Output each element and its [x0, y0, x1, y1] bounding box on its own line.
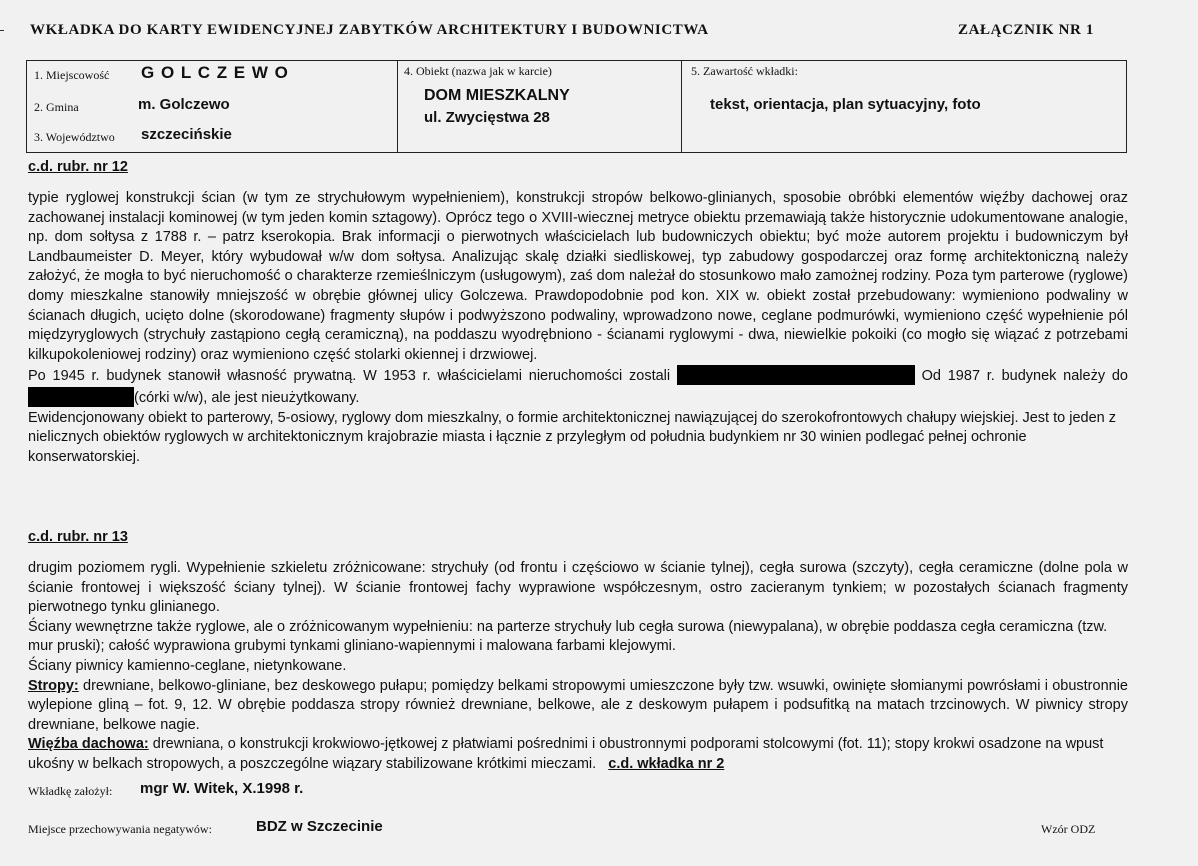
roof-truss-lead: Więźba dachowa:	[28, 736, 149, 753]
section-13-paragraph-3: Ściany piwnicy kamienno-ceglane, nietynkowane.	[28, 657, 347, 674]
ceilings-text: drewniane, belkowo-gliniane, bez deskowego pułapu; pomiędzy belkami stropowymi umieszczone były tzw. wsuwki, owinięte słomianymi powrósłami i obustronnie wylepione gliną – fot. 9, 12. W obrębie poddasza stropy również drewniane, belkowe, ale z deskowym pułapem i podsufitką na matach trzcinowych. W piwnicy stropy drewniane, belkowe nagie.	[28, 677, 1128, 733]
edge-tick	[0, 30, 4, 31]
section-13-paragraph-5	[28, 735, 1128, 774]
ceilings-lead: Stropy:	[28, 677, 79, 694]
locality-label: 1. Miejscowość	[34, 68, 110, 82]
author-label: Wkładkę założył:	[28, 784, 113, 798]
contents-value: tekst, orientacja, plan sytuacyjny, foto	[710, 96, 981, 113]
continuation-note: c.d. wkładka nr 2	[608, 755, 725, 772]
section-13-paragraph-2: Ściany wewnętrzne także ryglowe, ale o zróżnicowanym wypełnieniu: na parterze strychuły lub cegła surowa (niewypalana), w obrębie poddasza cegła ceramiczna (tzw. mur pruski); całość wyprawiona grubymi tynkami gliniano-wapiennymi i malowana farbami klejowymi.	[28, 618, 1108, 655]
object-label: 4. Obiekt (nazwa jak w karcie)	[404, 64, 552, 78]
ownership-text-a: Po 1945 r. budynek stanowił własność prywatną. W 1953 r. właścicielami nieruchomości zostali	[28, 368, 671, 385]
section-12-paragraph-2	[28, 365, 1128, 408]
redacted-name-1	[677, 365, 915, 385]
locality-value: G O L C Z E W O	[141, 63, 289, 82]
object-address: ul. Zwycięstwa 28	[424, 109, 550, 126]
storage-label: Miejsce przechowywania negatywów:	[28, 822, 212, 836]
roof-truss-text: drewniana, o konstrukcji krokwiowo-jętkowej z płatwiami pośrednimi i obustronnymi podporami stolcowymi (fot. 11); stopy krokwi osadzone na wpust ukośny w belkach stropowych, a poszczególne wiązary stabilizowane krótkimi mieczami.	[28, 736, 1104, 772]
contents-label: 5. Zawartość wkładki:	[691, 64, 798, 78]
section-13-body	[28, 559, 1128, 775]
section-12-heading: c.d. rubr. nr 12	[28, 159, 128, 175]
voivodeship-value: szczecińskie	[141, 126, 232, 143]
section-12-paragraph-1: typie ryglowej konstrukcji ścian (w tym ze strychułowym wypełnieniem), konstrukcji stropów belkowo-glinianych, sposobie obróbki elementów więźby dachowej oraz zachowanej instalacji kominowej (w tym jeden komin sztagowy). Oprócz tego o XVIII-wiecznej metryce obiektu przemawiają także historycznie udokumentowane analogie, np. dom sołtysa z 1788 r. – patrz kserokopia. Brak informacji o pierwotnych właścicielach lub budowniczych obiektu; być może autorem projektu i budowniczym był Landbaumeister D. Meyer, który wybudował w/w dom sołtysa. Analizując skalę działki siedliskowej, typ zabudowy gospodarczej oraz formę architektoniczną należy założyć, że mogła to być nieruchomość o charakterze rzemieślniczym (usługowym), zaś dom należał do stosunkowo mało zamożnej rodziny. Poza tym parterowe (ryglowe) domy mieszkalne stanowiły mniejszość w obrębie głównej ulicy Golczewa. Prawdopodobnie pod kon. XIX w. obiekt został przebudowany: wymieniono podwaliny w ścianach długich, ucięto dolne (skorodowane) fragmenty słupów i podwyższono podwaliny, wprowadzono nowe, ceglane podmurówki, wymieniono część wypełnienie pól międzyryglowych (strychuły zastąpiono cegłą ceramiczną), na poddaszu wyodrębniono - ścianami ryglowymi - dwa, niewielkie pokoiki (co mogło się wiązać z potrzebami kilkupokoleniowej rodziny) oraz wymieniono część stolarki okiennej i drzwiowej.	[28, 190, 1128, 363]
redacted-name-2	[28, 387, 134, 407]
section-12-body	[28, 189, 1128, 467]
section-13-paragraph-4	[28, 677, 1128, 736]
page-title: WKŁADKA DO KARTY EWIDENCYJNEJ ZABYTKÓW ARCHITEKTURY I BUDOWNICTWA	[30, 22, 709, 38]
section-13-heading: c.d. rubr. nr 13	[28, 529, 128, 545]
storage-value: BDZ w Szczecinie	[256, 818, 383, 835]
box-divider-1	[397, 61, 398, 152]
voivodeship-label: 3. Województwo	[34, 130, 115, 144]
commune-label: 2. Gmina	[34, 100, 79, 114]
section-13-paragraph-1: drugim poziomem rygli. Wypełnienie szkieletu zróżnicowane: strychuły (od frontu i częściowo w ścianie tylnej), cegła surowa (szczyty), cegła ceramiczne (dolne pola w ścianie frontowej i większość ściany tylnej). W ścianie frontowej fachy wyprawione współczesnym, ostro zacieranym tynkiem; w pozostałych ścianach fragmenty pierwotnego tynku glinianego.	[28, 560, 1128, 616]
ownership-text-b: Od 1987 r. budynek należy do	[921, 368, 1128, 385]
ownership-text-c: (córki w/w), ale jest nieużytkowany.	[134, 389, 360, 406]
object-value: DOM MIESZKALNY	[424, 87, 570, 104]
box-divider-2	[681, 61, 682, 152]
commune-value: m. Golczewo	[138, 96, 230, 113]
form-header-box	[26, 60, 1127, 153]
annex-label: ZAŁĄCZNIK NR 1	[958, 22, 1094, 38]
section-12-paragraph-3: Ewidencjonowany obiekt to parterowy, 5-osiowy, ryglowy dom mieszkalny, o formie architektonicznej nawiązującej do szerokofrontowych chałupy wiejskiej. Jest to jeden z nielicznych obiektów ryglowych w architektonicznym krajobrazie miasta i łącznie z przyległym od południa budynkiem nr 30 winien podlegać pełnej ochronie konserwatorskiej.	[28, 409, 1116, 465]
author-value: mgr W. Witek, X.1998 r.	[140, 780, 304, 797]
template-label: Wzór ODZ	[1041, 822, 1096, 836]
